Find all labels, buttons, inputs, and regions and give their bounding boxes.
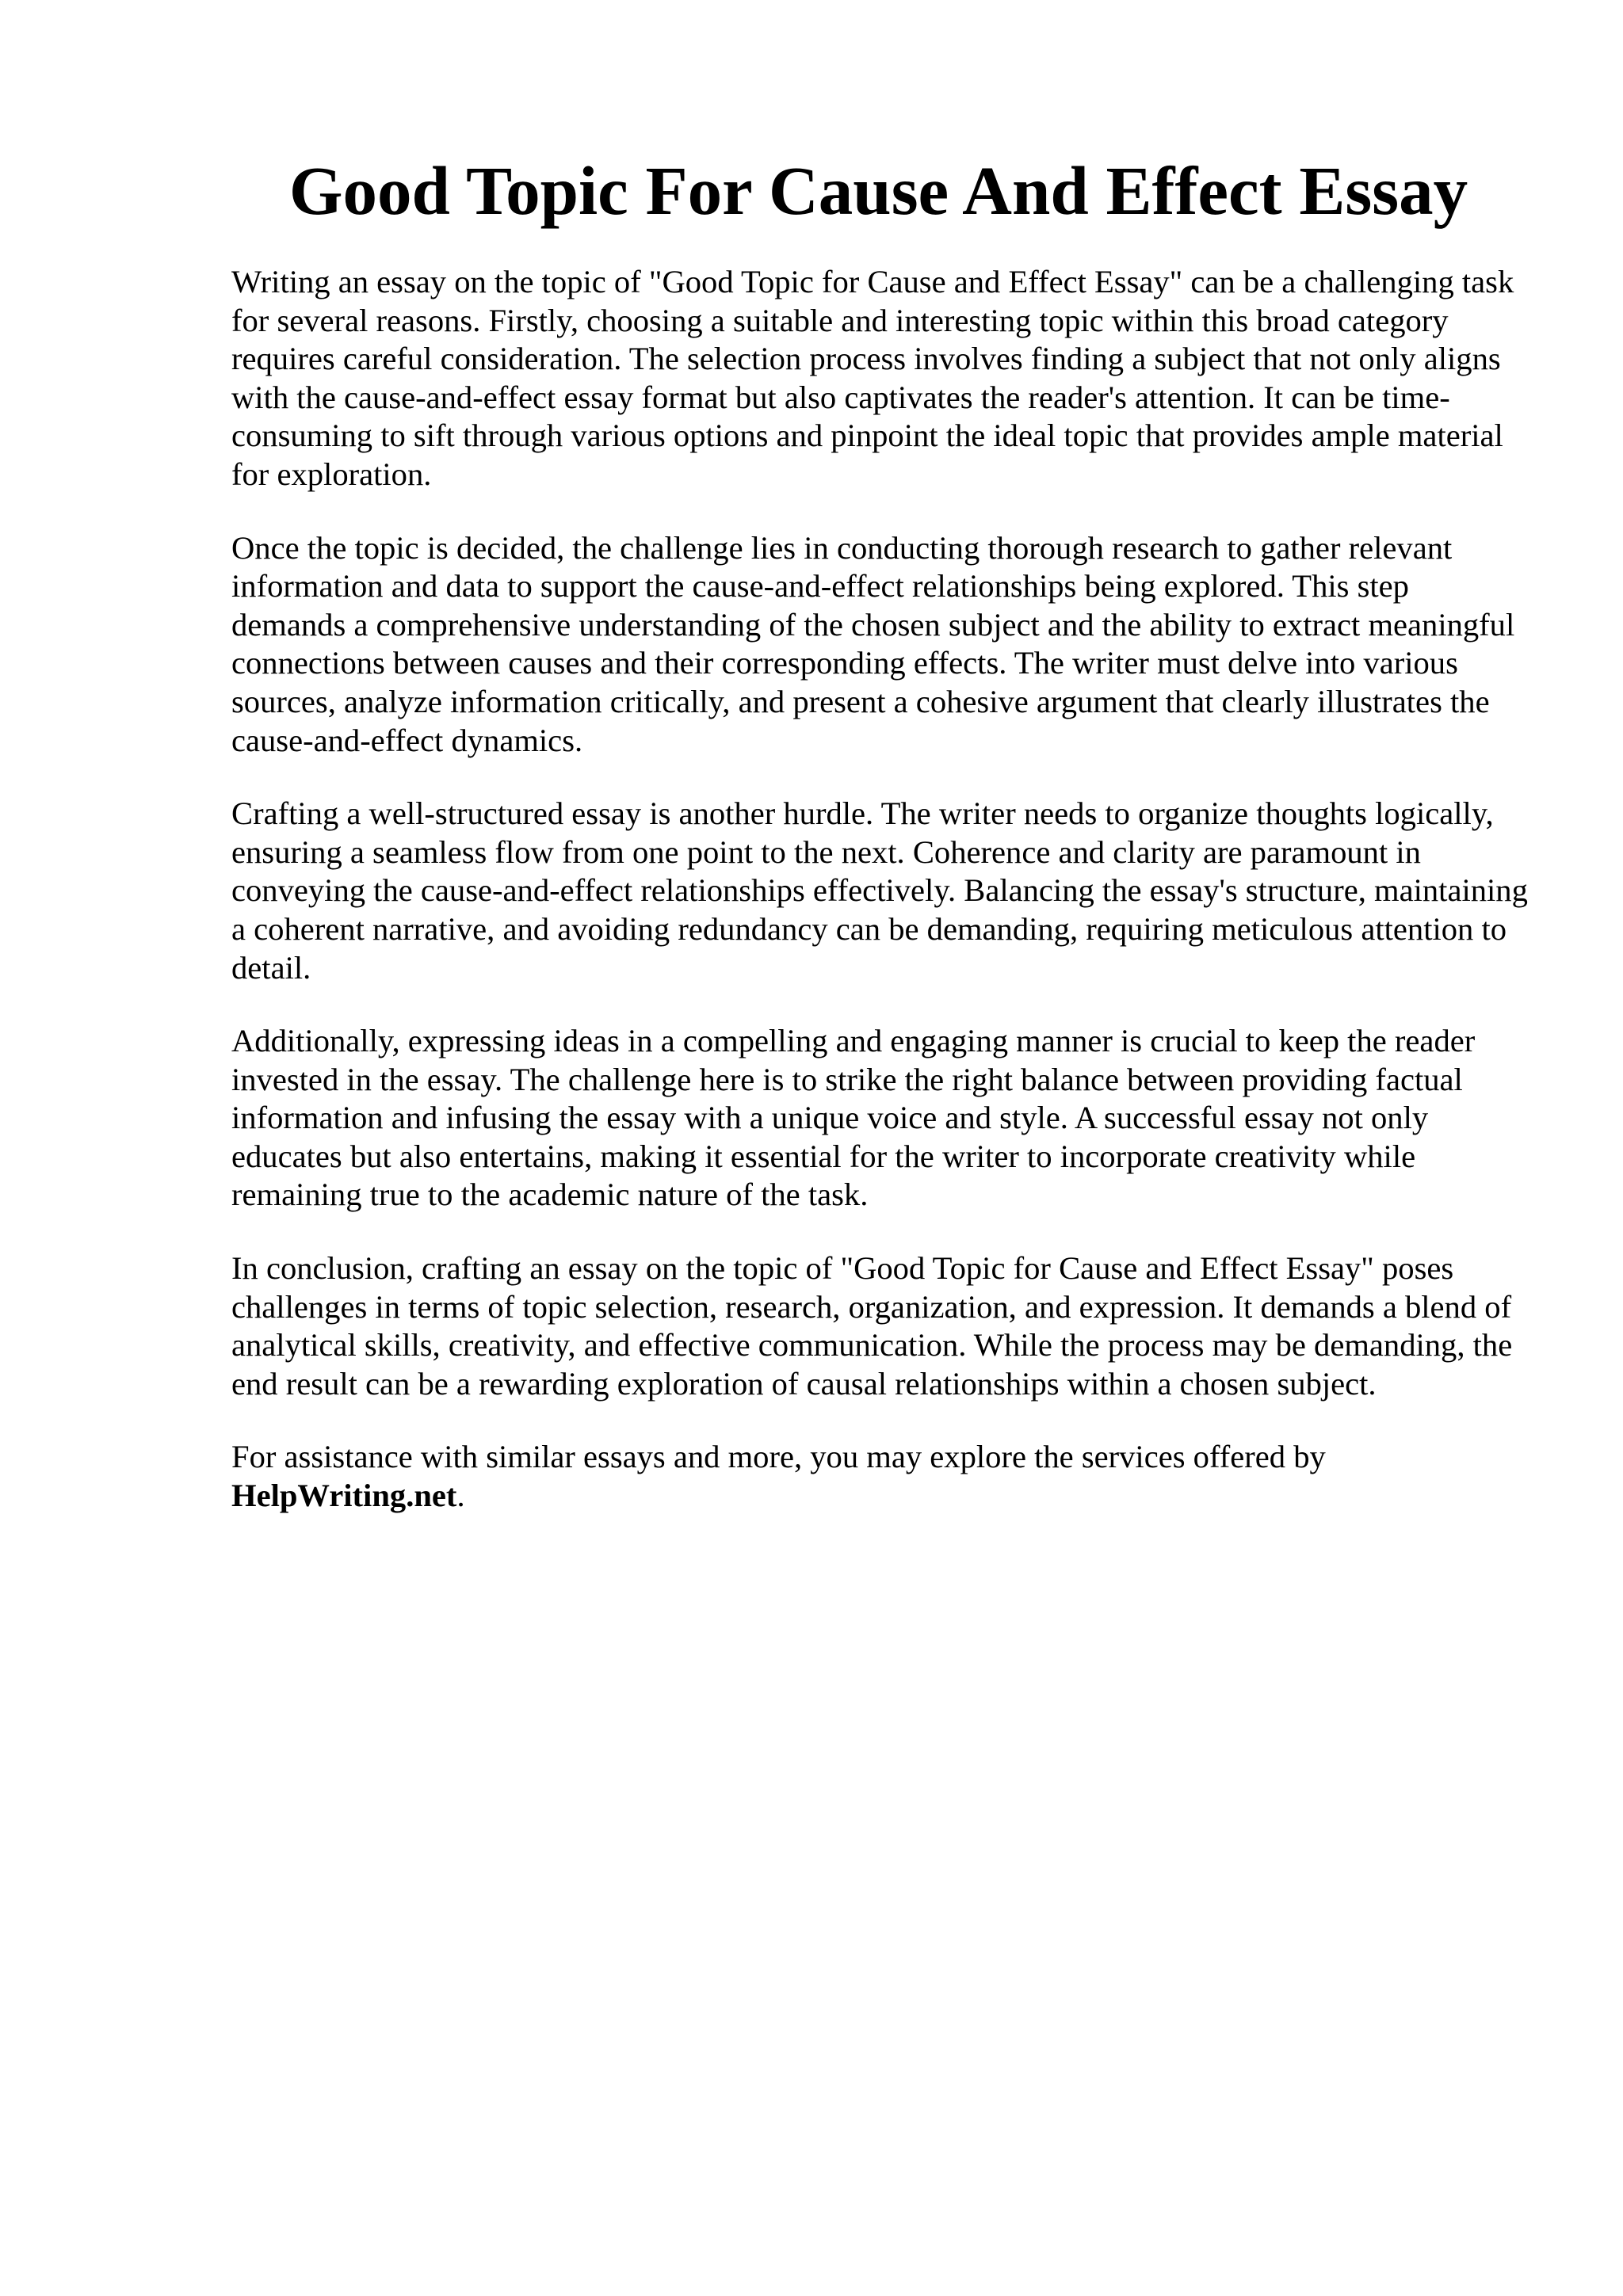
paragraph-structure: Crafting a well-structured essay is another hurdle. The writer needs to organize thoughts logically, ensuring a seamless flow from one point to the next. Coherence and clarity are paramount in conveying the cause-and-effect relationships effectively. Balancing the essay's structure, maintaining a coherent narrative, and avoiding redundancy can be demanding, requiring meticulous attention to detail.: [231, 795, 1528, 986]
helpwriting-link[interactable]: HelpWriting.net: [231, 1478, 457, 1514]
paragraph-expression: Additionally, expressing ideas in a compelling and engaging manner is crucial to keep the reader invested in the essay. The challenge here is to strike the right balance between providing factual information and infusing the essay with a unique voice and style. A successful essay not only educates but also entertains, making it essential for the writer to incorporate creativity while remaining true to the academic nature of the task.: [231, 1023, 1476, 1213]
closing-period: .: [456, 1478, 465, 1514]
essay-body: [231, 263, 1531, 1550]
paragraph-research: Once the topic is decided, the challenge lies in conducting thorough research to gather relevant information and data to support the cause-and-effect relationships being explored. This step demands a comprehensive understanding of the chosen subject and the ability to extract meaningful connections between causes and their corresponding effects. The writer must delve into various sources, analyze information critically, and present a cohesive argument that clearly illustrates the cause-and-effect dynamics.: [231, 529, 1515, 758]
closing-text: For assistance with similar essays and more, you may explore the services offered by: [231, 1439, 1326, 1475]
paragraph-conclusion: In conclusion, crafting an essay on the topic of "Good Topic for Cause and Effect Essay" poses challenges in terms of topic selection, research, organization, and expression. It demands a blend of analytical skills, creativity, and effective communication. While the process may be demanding, the end result can be a rewarding exploration of causal relationships within a chosen subject.: [231, 1250, 1513, 1402]
closing-paragraph: [231, 1438, 1531, 1515]
paragraph-intro: Writing an essay on the topic of "Good Topic for Cause and Effect Essay" can be a challenging task for several reasons. Firstly, choosing a suitable and interesting topic within this broad category requires careful consideration. The selection process involves finding a subject that not only aligns with the cause-and-effect essay format but also captivates the reader's attention. It can be time-consuming to sift through various options and pinpoint the ideal topic that provides ample material for exploration.: [231, 264, 1514, 492]
page-title: Good Topic For Cause And Effect Essay: [288, 152, 1468, 229]
